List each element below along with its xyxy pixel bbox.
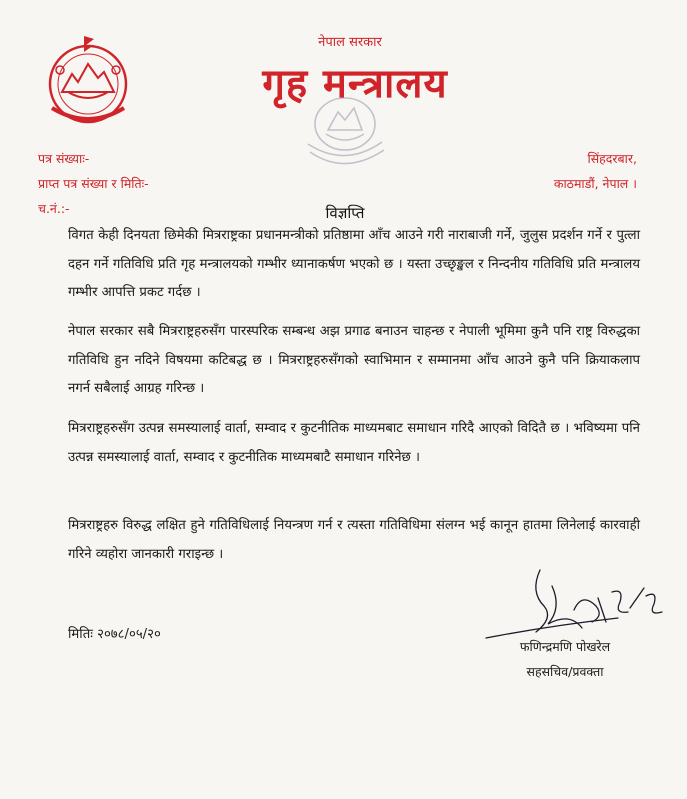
paragraph-3: मित्रराष्ट्रहरुसँग उत्पन्न समस्यालाई वार्ता, सम्वाद र कुटनीतिक माध्यमबाट समाधान गरिदै आएको विदितै छ । भविष्यमा पनि उत्पन्न समस्यालाई वार्ता, सम्वाद र कुटनीतिक माध्यमबाटै समाधान गरिनेछ । xyxy=(68,421,640,465)
paragraph-1: विगत केही दिनयता छिमेकी मित्रराष्ट्रका प्रधानमन्त्रीको प्रतिष्ठामा आँच आउने गरी नाराबाजी गर्ने, जुलुस प्रदर्शन गर्ने र पुत्ला दहन गर्ने गतिविधि प्रति गृह मन्त्रालयको गम्भीर ध्यानाकर्षण भएको छ । यस्ता उच्छृङ्खल र निन्दनीय गतिविधि प्रति मन्त्रालय गम्भीर आपत्ति प्रकट गर्दछ । xyxy=(68,228,640,300)
ministry-title: गृह मन्त्रालय xyxy=(262,61,448,107)
paragraph-2: नेपाल सरकार सबै मित्रराष्ट्रहरुसँग पारस्परिक सम्बन्ध अझ प्रगाढ बनाउन चाहन्छ र नेपाली भूमिमा कुनै पनि राष्ट्र विरुद्धका गतिविधि हुन नदिने विषयमा कटिबद्ध छ । मित्रराष्ट्रहरुसँगको स्वाभिमान र सम्मानमा आँच आउने कुनै पनि क्रियाकलाप नगर्न सबैलाई आग्रह गरिन्छ । xyxy=(68,324,640,396)
notice-subject: विज्ञप्ति xyxy=(325,204,365,222)
signatory-name: फणिन्द्रमणि पोखरेल xyxy=(519,639,611,654)
government-name: नेपाल सरकार xyxy=(318,35,382,50)
address-line-1: सिंहदरबार, xyxy=(587,151,637,166)
signatory-title: सहसचिव/प्रवक्ता xyxy=(526,664,604,679)
dispatch-number-label: च.नं.:- xyxy=(38,201,70,216)
letter-date: मितिः २०७८/०५/२० xyxy=(68,627,161,642)
address-line-2: काठमाडौं, नेपाल । xyxy=(553,176,637,191)
received-letter-label: प्राप्त पत्र संख्या र मितिः- xyxy=(38,176,149,191)
paragraph-4: मित्रराष्ट्रहरु विरुद्ध लक्षित हुने गतिविधिलाई नियन्त्रण गर्न र त्यस्ता गतिविधिमा संलग्न भई कानून हातमा लिनेलाई कारवाही गरिने व्यहोरा जानकारी गराइन्छ । xyxy=(68,518,640,562)
nepal-emblem-icon xyxy=(38,30,138,130)
letter-number-label: पत्र संख्याः- xyxy=(38,151,90,166)
